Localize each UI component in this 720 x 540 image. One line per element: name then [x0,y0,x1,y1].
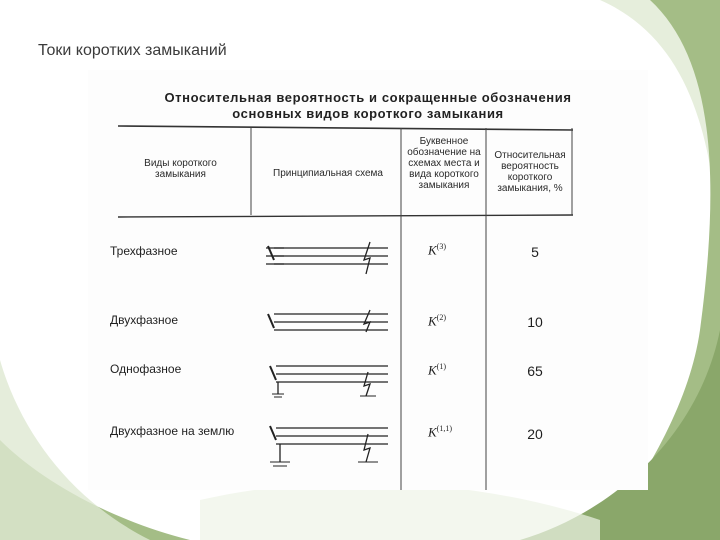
row-name-two-phase: Двухфазное [110,313,178,327]
table-caption-line2: основных видов короткого замыкания [232,106,504,121]
scanned-table [88,70,648,490]
schematic-single-phase [270,366,388,397]
row-name-three-phase: Трехфазное [110,244,178,258]
row-symbol-three-phase: $K^{(3)}$ [428,242,446,258]
schematic-two-phase-ground [270,426,388,466]
row-probability-three-phase: 5 [531,244,539,260]
schematic-two-phase [268,310,388,332]
row-symbol-single-phase: $K^{(1)}$ [428,362,446,378]
row-name-single-phase: Однофазное [110,362,182,376]
row-probability-two-phase: 10 [527,314,543,330]
slide-title: Токи коротких замыканий [38,42,227,59]
row-symbol-two-phase: $K^{(2)}$ [428,313,446,329]
row-probability-two-phase-ground: 20 [527,426,543,442]
table-caption-line1: Относительная вероятность и сокращенные обозначения [164,90,572,105]
column-header-probability: Относительная вероятность короткого замыкания, % [494,150,566,194]
row-name-two-phase-ground: Двухфазное на землю [110,424,235,438]
schematic-three-phase [266,242,388,274]
column-header-symbol: Буквенное обозначение на схемах места и вида короткого замыкания [407,136,481,191]
column-header-scheme: Принципиальная схема [273,168,383,179]
row-symbol-two-phase-ground: K$^{(1,1)}$ [428,424,452,440]
row-probability-single-phase: 65 [527,363,543,379]
column-header-type: Виды короткого замыкания [144,158,217,180]
